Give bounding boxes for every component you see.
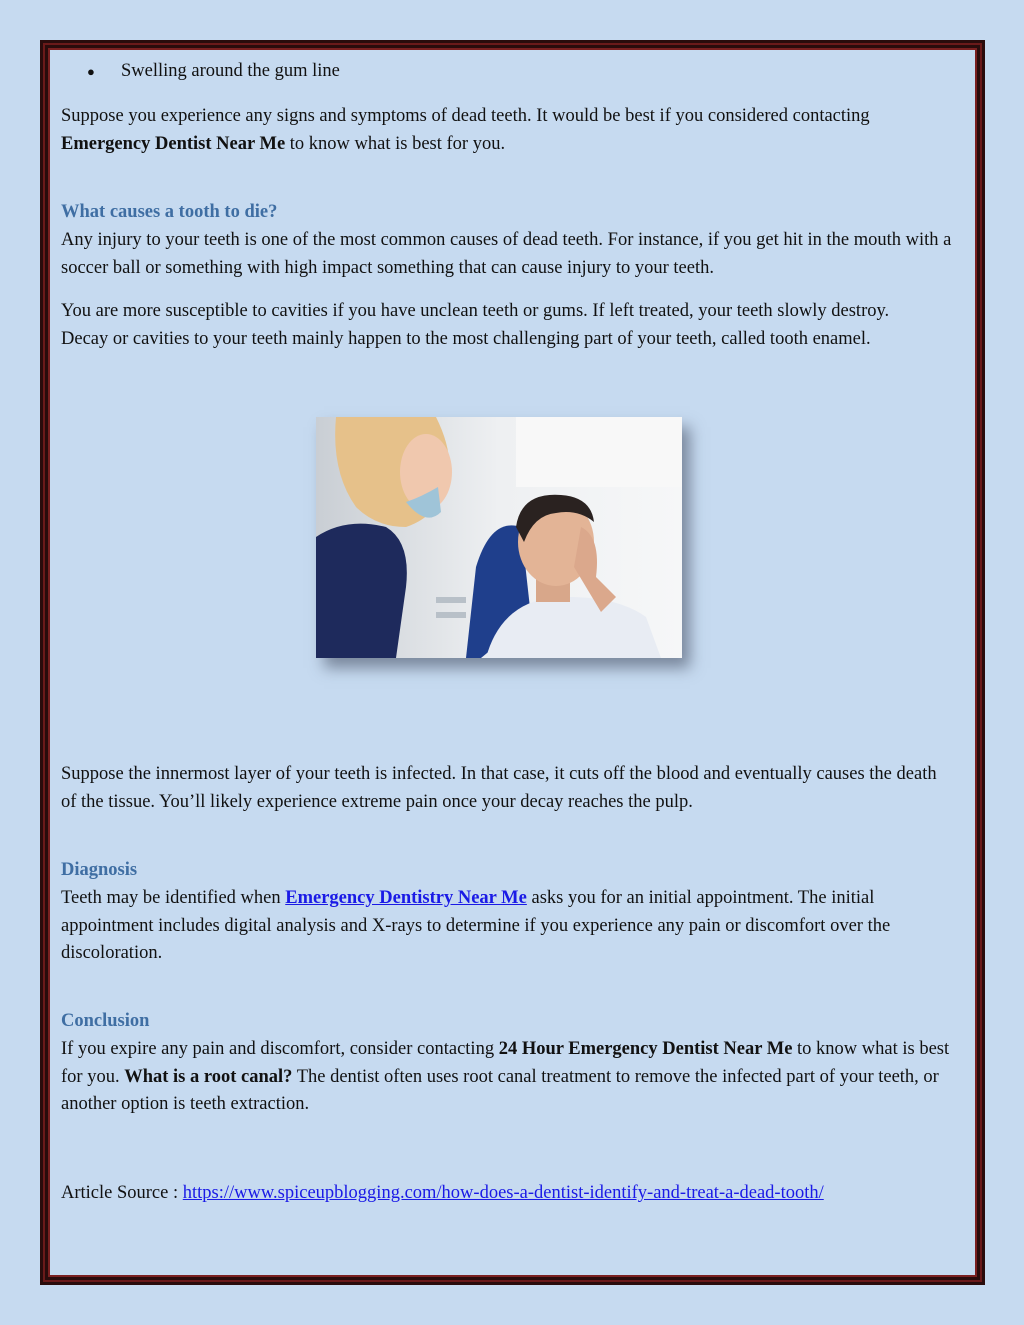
article-source	[61, 1180, 966, 1208]
bullet-icon: ●	[87, 64, 95, 79]
emergency-dentistry-link[interactable]: Emergency Dentistry Near Me	[285, 888, 527, 908]
pulp-paragraph: Suppose the innermost layer of your teeth is infected. In that case, it cuts off the blood and eventually causes the death of the tissue. You’ll likely experience extreme pain once your decay reaches the pulp.	[61, 764, 937, 812]
bullet-text: Swelling around the gum line	[121, 61, 340, 81]
root-canal-bold-phrase: What is a root canal?	[124, 1066, 293, 1087]
conclusion-text: If you expire any pain and discomfort, consider contacting	[61, 1039, 499, 1059]
heading-conclusion: Conclusion	[61, 1011, 150, 1031]
conclusion-text-end: The dentist often uses root canal treatment to remove the infected part of your teeth, or another option is teeth extraction.	[61, 1066, 939, 1114]
dentist-patient-photo	[316, 417, 682, 658]
heading-causes: What causes a tooth to die?	[61, 202, 278, 222]
conclusion-text-mid: to know what is best for you.	[61, 1039, 950, 1087]
diagnosis-paragraph	[61, 885, 941, 968]
intro-text-end: to know what is best for you.	[285, 133, 506, 154]
conclusion-bold-phrase: 24 Hour Emergency Dentist Near Me	[498, 1039, 793, 1059]
source-link[interactable]: https://www.spiceupblogging.com/how-does-a-dentist-identify-and-treat-a-dead-tooth/	[182, 1183, 824, 1203]
diagnosis-text: Teeth may be identified when	[61, 888, 286, 908]
causes-paragraph-1: Any injury to your teeth is one of the most common causes of dead teeth. For instance, if you get hit in the mouth with a soccer ball or something with high impact something that can cause injury to your teeth.	[61, 230, 952, 278]
intro-bold-phrase: Emergency Dentist Near Me	[61, 133, 286, 154]
diagnosis-text-end: asks you for an initial appointment. The initial appointment includes digital analysis and X-rays to determine if you experience any pain or discomfort over the discoloration.	[61, 888, 891, 963]
causes-paragraph-2: You are more susceptible to cavities if you have unclean teeth or gums. If left treated, your teeth slowly destroy. Decay or cavities to your teeth mainly happen to the most challenging part of your teeth, called tooth enamel.	[61, 301, 890, 349]
list-item	[87, 58, 967, 86]
intro-paragraph	[61, 103, 941, 158]
conclusion-paragraph	[61, 1036, 966, 1119]
heading-diagnosis: Diagnosis	[61, 860, 138, 880]
source-label: Article Source :	[61, 1183, 183, 1203]
intro-text: Suppose you experience any signs and symptoms of dead teeth. It would be best if you considered contacting	[61, 106, 870, 126]
photo-illustration	[316, 417, 682, 658]
